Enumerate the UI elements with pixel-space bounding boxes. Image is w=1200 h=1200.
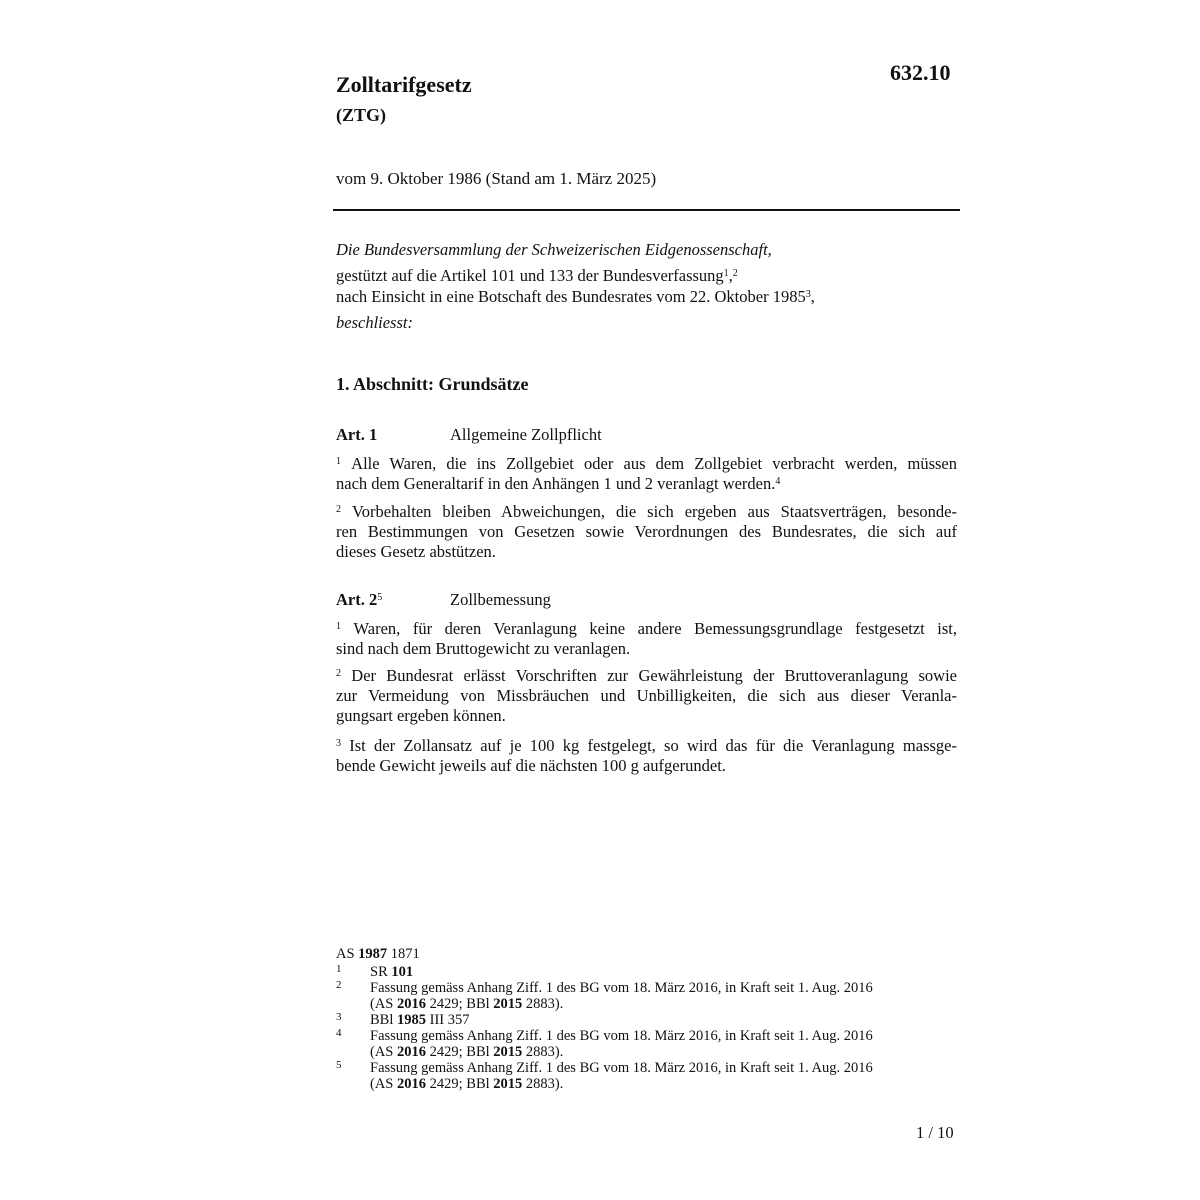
footnote-ref[interactable]: 2 — [732, 268, 738, 279]
text-bold: 1985 — [397, 1012, 426, 1028]
law-title: Zolltarifgesetz — [336, 72, 472, 97]
footnote-item — [336, 979, 873, 996]
text: 2883). — [525, 1076, 564, 1092]
text: 2883). — [525, 996, 564, 1012]
text-line — [336, 454, 957, 474]
footnote-text — [370, 996, 563, 1012]
footnotes — [336, 946, 873, 1092]
text-line — [336, 666, 957, 686]
article-paragraph — [336, 619, 957, 659]
text: sind nach dem Bruttogewicht zu veranlagen. — [336, 639, 631, 658]
text: zur Vermeidung von Missbräuchen und Unbilligkeiten, die sich aus dieser Veranla- — [336, 686, 957, 705]
footnote-text — [370, 1076, 563, 1092]
text-bold: 101 — [391, 964, 414, 980]
paragraph-number: 1 — [336, 456, 341, 467]
preamble-basis — [336, 266, 738, 286]
paragraph-number: 1 — [336, 621, 341, 632]
text: 2429; BBl — [429, 996, 490, 1012]
footnote-text — [370, 1012, 470, 1028]
text: ren Bestimmungen von Gesetzen sowie Verordnungen des Bundesrates, die sich auf — [336, 522, 957, 541]
law-abbreviation: (ZTG) — [336, 105, 387, 125]
section-heading: 1. Abschnitt: Grundsätze — [336, 374, 529, 394]
text: (AS — [370, 1044, 394, 1060]
text-bold: 2016 — [397, 1076, 426, 1092]
article-number — [336, 590, 382, 610]
footnote-number: 3 — [336, 1011, 342, 1023]
footnote-item — [336, 1027, 873, 1044]
text: III 357 — [429, 1012, 470, 1028]
as-year: 1987 — [358, 946, 388, 962]
header-divider — [333, 209, 960, 211]
text: Ist der Zollansatz auf je 100 kg festgelegt, so wird das für die Veranlagung massge- — [349, 736, 957, 755]
sr-number: 632.10 — [890, 60, 951, 85]
footnote-text — [370, 964, 413, 980]
separator: , — [810, 287, 815, 306]
article-title: Zollbemessung — [450, 590, 551, 609]
footnote-item-cont — [336, 996, 564, 1012]
text-bold: 2015 — [493, 996, 523, 1012]
text: (AS — [370, 996, 394, 1012]
text-line — [336, 502, 957, 522]
text-line — [336, 706, 957, 726]
footnote-text — [370, 1044, 563, 1060]
as-page: 1871 — [390, 946, 420, 962]
text-bold: 2015 — [493, 1044, 523, 1060]
text-line — [336, 639, 957, 659]
paragraph-number: 2 — [336, 504, 341, 515]
footnote-item-cont — [336, 1076, 564, 1092]
preamble-message-text: nach Einsicht in eine Botschaft des Bundesrates vom 22. Oktober 1985 — [336, 287, 806, 306]
text: Der Bundesrat erlässt Vorschriften zur Gewährleistung der Bruttoveranlagung sowie — [351, 666, 958, 685]
footnote-ref[interactable]: 4 — [775, 476, 781, 487]
text: Alle Waren, die ins Zollgebiet oder aus dem Zollgebiet verbracht werden, müssen — [351, 454, 957, 473]
text-line — [336, 756, 957, 776]
text: Vorbehalten bleiben Abweichungen, die sich ergeben aus Staatsverträgen, besonde- — [351, 502, 957, 521]
law-date: vom 9. Oktober 1986 (Stand am 1. März 2025) — [336, 169, 657, 188]
text: Waren, für deren Veranlagung keine andere Bemessungsgrundlage festgesetzt ist, — [353, 619, 957, 638]
footnote-number: 2 — [336, 979, 342, 991]
text-line — [336, 474, 957, 494]
as-prefix: AS — [336, 946, 355, 962]
article-number-text: Art. 2 — [336, 590, 378, 609]
paragraph-number: 2 — [336, 668, 341, 679]
footnote-number: 4 — [336, 1027, 342, 1039]
page-number: 1 / 10 — [916, 1123, 954, 1142]
article-title: Allgemeine Zollpflicht — [450, 425, 602, 444]
text-line — [336, 736, 957, 756]
article-paragraph — [336, 736, 957, 776]
text-line — [336, 619, 957, 639]
text: SR — [370, 964, 388, 980]
preamble-authority: Die Bundesversammlung der Schweizerischen Eidgenossenschaft, — [336, 240, 772, 259]
separator: , — [728, 266, 733, 285]
text: BBl — [370, 1012, 394, 1028]
text: 2429; BBl — [429, 1044, 490, 1060]
footnote-item-cont — [336, 1044, 564, 1060]
footnote-text: Fassung gemäss Anhang Ziff. 1 des BG vom 18. März 2016, in Kraft seit 1. Aug. 2016 — [370, 1028, 873, 1044]
text: 2883). — [525, 1044, 564, 1060]
text-line — [336, 542, 957, 562]
preamble-decision: beschliesst: — [336, 313, 413, 332]
footnote-ref[interactable]: 3 — [805, 289, 811, 300]
footnote-item — [336, 964, 420, 980]
article-number: Art. 1 — [336, 425, 378, 444]
footnote-ref[interactable]: 1 — [723, 268, 729, 279]
text-bold: 2016 — [397, 1044, 426, 1060]
text: nach dem Generaltarif in den Anhängen 1 und 2 veranlagt werden. — [336, 474, 776, 493]
footnote-item — [336, 1059, 873, 1076]
text: bende Gewicht jeweils auf die nächsten 100 g aufgerundet. — [336, 756, 726, 775]
preamble-basis-text: gestützt auf die Artikel 101 und 133 der Bundesverfassung — [336, 266, 724, 285]
paragraph-number: 3 — [336, 738, 341, 749]
text: 2429; BBl — [429, 1076, 490, 1092]
text-line — [336, 686, 957, 706]
footnote-number: 5 — [336, 1059, 342, 1071]
article-paragraph — [336, 454, 957, 494]
footnote-item — [336, 1011, 470, 1028]
as-reference — [336, 946, 420, 964]
text: (AS — [370, 1076, 394, 1092]
text-bold: 2016 — [397, 996, 426, 1012]
footnote-number: 1 — [336, 963, 342, 975]
article-paragraph — [336, 666, 957, 726]
text-bold: 2015 — [493, 1076, 523, 1092]
text: dieses Gesetz abstützen. — [336, 542, 496, 561]
article-paragraph — [336, 502, 957, 562]
preamble-message — [336, 287, 815, 307]
footnote-text: Fassung gemäss Anhang Ziff. 1 des BG vom 18. März 2016, in Kraft seit 1. Aug. 2016 — [370, 1060, 873, 1076]
text: gungsart ergeben können. — [336, 706, 506, 725]
footnote-text: Fassung gemäss Anhang Ziff. 1 des BG vom 18. März 2016, in Kraft seit 1. Aug. 2016 — [370, 980, 873, 996]
footnote-ref[interactable]: 5 — [377, 592, 383, 603]
text-line — [336, 522, 957, 542]
